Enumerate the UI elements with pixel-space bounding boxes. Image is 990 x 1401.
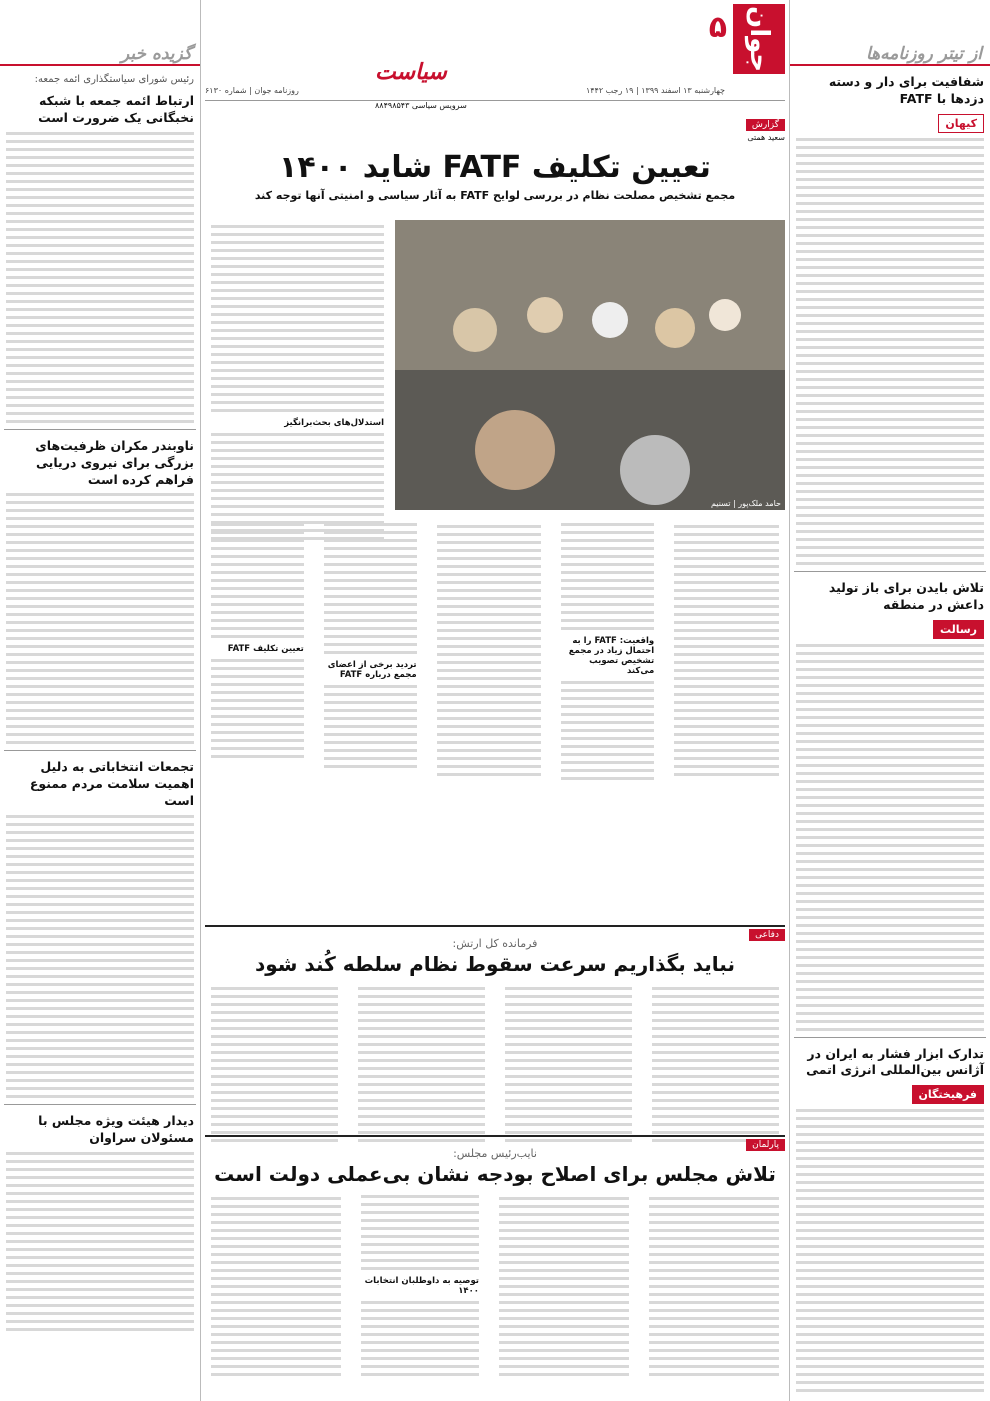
issue-number: روزنامه جوان | شماره ۶۱۳۰	[205, 86, 299, 95]
story-kicker: فرمانده کل ارتش:	[452, 937, 538, 950]
news-kicker: رئیس شورای سیاستگذاری ائمه جمعه:	[34, 74, 194, 85]
page-number: ۵	[708, 10, 727, 45]
news-headline: تجمعات انتخاباتی به دلیل اهمیت سلامت مردم ممنوع است	[29, 759, 194, 809]
main-area	[205, 0, 785, 1401]
body-text	[6, 1152, 194, 1331]
body-text	[6, 132, 194, 423]
news-headline: دیدار هیئت ویژه مجلس با مسئولان سراوان	[38, 1113, 194, 1145]
section-title: سیاست	[375, 60, 447, 85]
meeting-photo	[395, 220, 785, 510]
press-headline: تلاش بایدن برای باز تولید داعش در منطقه	[828, 579, 984, 612]
main-subhead: مجمع تشخیص مصلحت نظام در بررسی لوایح FATF به آثار سیاسی و امنیتی آنها توجه کند	[254, 189, 736, 202]
body-text	[6, 493, 194, 744]
story-kicker: نایب‌رئیس مجلس:	[453, 1147, 537, 1160]
newspaper-logo: رسالت	[933, 620, 984, 639]
body-text	[796, 1109, 984, 1392]
press-item	[790, 1046, 990, 1393]
main-headline: تعیین تکلیف FATF شاید ۱۴۰۰	[279, 150, 711, 185]
story-headline: نباید بگذاریم سرعت سقوط نظام سلطه کُند شود	[255, 952, 735, 976]
masthead	[205, 60, 785, 101]
body-text	[796, 644, 984, 1031]
body-text	[211, 225, 384, 412]
news-headline: ارتباط ائمه جمعه با شبکه نخبگانی یک ضرورت است	[38, 93, 194, 125]
news-headline: ناوبندر مکران ظرفیت‌های بزرگی برای نیروی دریایی فراهم کرده است	[35, 437, 194, 487]
story-label: گزارش	[746, 119, 785, 131]
right-column	[789, 0, 990, 1401]
section-header: از تیتر روزنامه‌ها	[790, 30, 990, 66]
subtitle: واقعیت: FATF را به احتمال زیاد در مجمع تشخیص تصویب می‌کند	[568, 636, 655, 676]
story-headline: تلاش مجلس برای اصلاح بودجه نشان بی‌عملی دولت است	[214, 1162, 776, 1186]
story-label: پارلمان	[746, 1139, 785, 1151]
issue-date: چهارشنبه ۱۳ اسفند ۱۳۹۹ | ۱۹ رجب ۱۴۴۲	[585, 86, 725, 95]
story-label: دفاعی	[749, 929, 785, 941]
author: سعید همتی	[747, 133, 785, 142]
press-headline: تدارک ابزار فشار به ایران در آژانس بین‌المللی انرژی اتمی	[806, 1045, 984, 1078]
subtitle: توصیه به داوطلبان انتخابات ۱۴۰۰	[364, 1276, 479, 1296]
section-header: گزیده خبر	[0, 30, 200, 66]
photo-caption: حامد ملک‌پور | تسنیم	[710, 499, 781, 508]
body-text	[674, 520, 779, 781]
newspaper-logo: کیهان	[938, 114, 984, 133]
subtitle: تعیین تکلیف FATF	[227, 644, 304, 654]
press-item	[790, 580, 990, 1031]
subtitle: استدلال‌های بحث‌برانگیز	[284, 418, 384, 428]
press-headline: شفافیت برای دار و دسته دزدها با FATF	[828, 74, 984, 106]
body-text	[796, 138, 984, 565]
body-text	[437, 520, 542, 781]
subtitle: تردید برخی از اعضای مجمع درباره FATF	[327, 660, 417, 680]
body-text	[6, 815, 194, 1098]
newspaper-logo: فرهیختگان	[912, 1085, 985, 1104]
left-column	[0, 0, 201, 1401]
desk-phone: سرویس سیاسی ۸۸۴۹۸۵۴۳	[375, 101, 467, 110]
press-item	[790, 74, 990, 565]
newspaper-brand: جوان	[733, 4, 785, 74]
